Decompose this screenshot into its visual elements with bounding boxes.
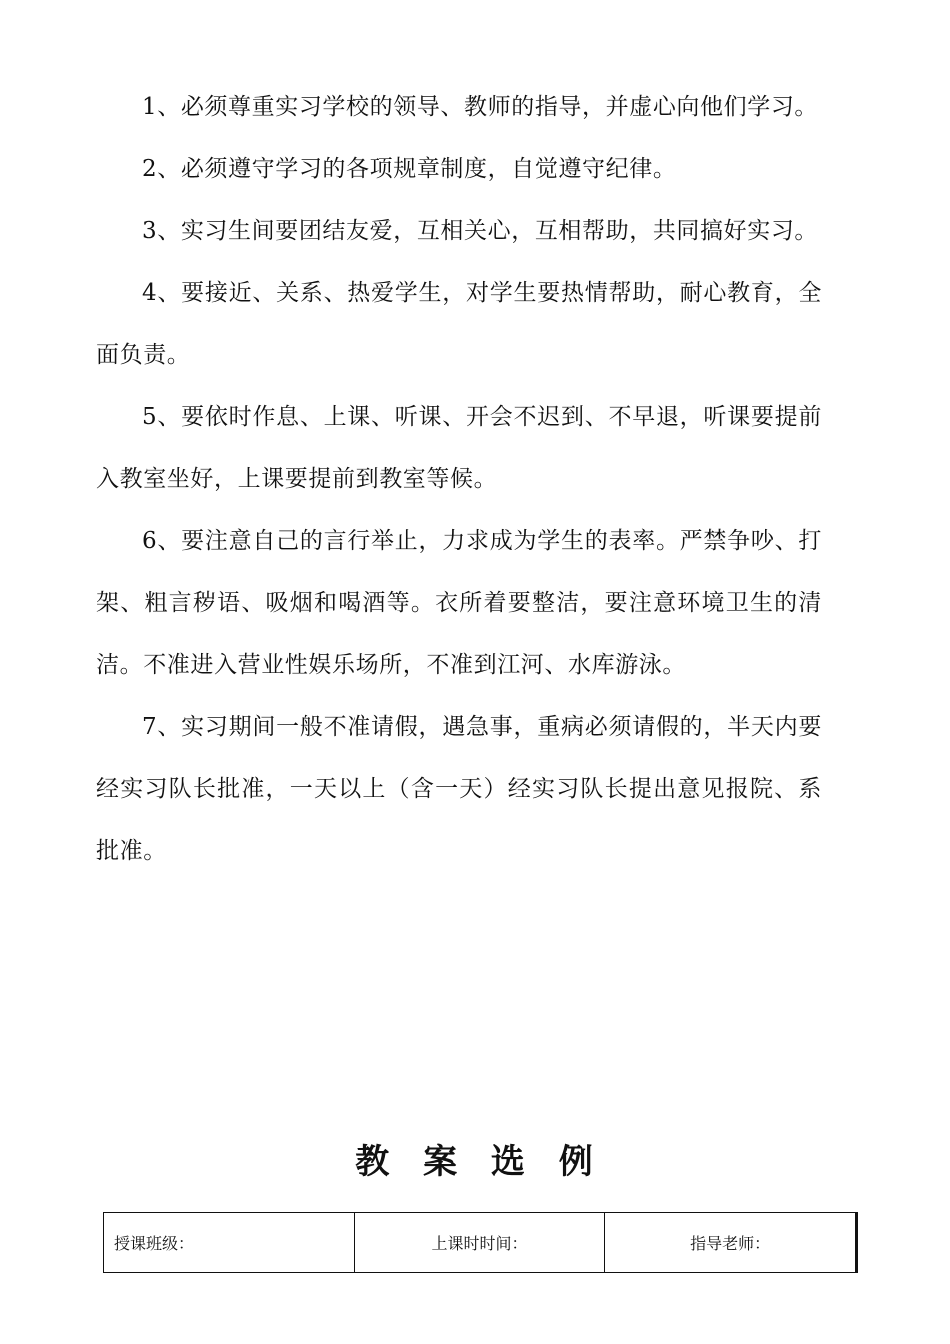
class-label-cell: 授课班级： [104,1213,355,1273]
rule-item-1: 1、必须尊重实习学校的领导、教师的指导，并虚心向他们学习。 [142,94,819,120]
section-title: 教 案 选 例 [355,1142,595,1182]
table-row [104,1213,856,1273]
rule-item-6: 6、要注意自己的言行举止，力求成为学生的表率。严禁争吵、打架、粗言秽语、吸烟和喝酒等。衣所着要整洁，要注意环境卫生的清洁。不准进入营业性娱乐场所，不准到江河、水库游泳。 [96,528,822,678]
rule-item-4: 4、要接近、关系、热爱学生，对学生要热情帮助，耐心教育，全面负责。 [96,280,822,368]
rule-item-5: 5、要依时作息、上课、听课、开会不迟到、不早退，听课要提前入教室坐好，上课要提前到教室等候。 [96,404,822,492]
rule-item-3: 3、实习生间要团结友爱，互相关心，互相帮助，共同搞好实习。 [142,218,819,244]
rules-list [96,76,822,882]
rule-item-2: 2、必须遵守学习的各项规章制度，自觉遵守纪律。 [142,156,677,182]
lesson-info-table [103,1212,856,1273]
teacher-label-cell: 指导老师： [605,1213,856,1273]
time-label-cell: 上课时时间： [354,1213,605,1273]
rule-item-7: 7、实习期间一般不准请假，遇急事，重病必须请假的，半天内要经实习队长批准，一天以上（含一天）经实习队长提出意见报院、系批准。 [96,714,822,864]
